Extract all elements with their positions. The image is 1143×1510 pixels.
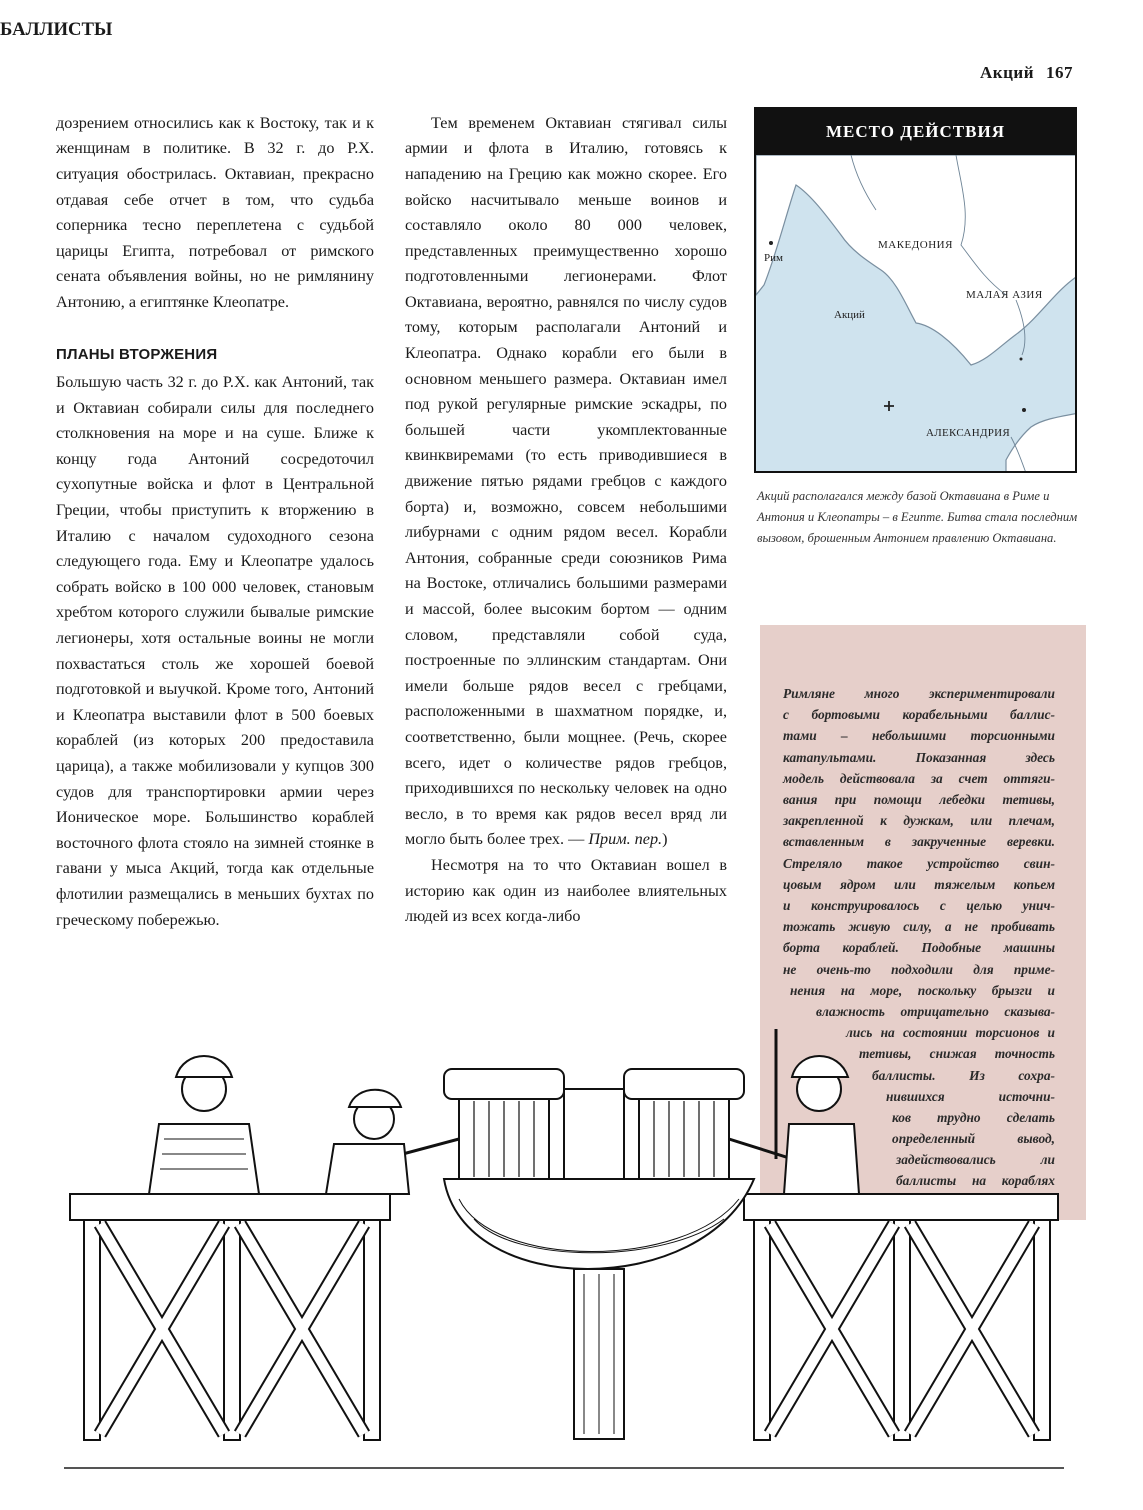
sidebar-line: катапультами. Показанная здесь (783, 749, 1055, 765)
post (84, 1220, 100, 1440)
paragraph: Большую часть 32 г. до Р.Х. как Антоний, так и Октавиан собирали силы для последнего столкновения на море и на суше. Ближе к концу года Антоний сосредоточил сухопутные войска и флот в Центральной Греции, чтобы приступить к вторжению в Италию с началом судоходного сезона следующего года. Ему и Клеопатре удалось собрать войско в 100 000 человек, становым хребтом которого служили бывалые римские легионеры, хотя остальные воины не могли похвастаться столь же хорошей боевой подготовкой и выучкой. Кроме того, Антоний и Клеопатра выставили флот в 500 боевых кораблей (из которых 200 предоставила царица), а также мобилизовали у купцов 300 судов для транспортировки армии через Ионическое море. Большинство кораблей восточного флота стояло на зимней стоянке в гавани у мыса Акций, тогда как отдельные флотилии размещались в меньших бухтах по греческому побережью. (56, 373, 374, 929)
paragraph: Несмотря на то что Октавиан вошел в историю как один из наиболее влиятельных людей из всех когда-либо (405, 855, 727, 926)
running-header (980, 63, 1073, 83)
rome-dot (769, 241, 773, 245)
section-title: Акций (980, 62, 1034, 82)
sidebar-line: баллисты на кораблях (896, 1172, 1055, 1188)
sidebar-line: модель действовала за счет оттяги- (783, 770, 1055, 786)
rail-right (744, 1194, 1058, 1220)
sidebar-line: влажность отрицательно сказыва- (816, 1003, 1055, 1019)
soldier-armor (784, 1124, 859, 1194)
post (364, 1220, 380, 1440)
post (754, 1220, 770, 1440)
paragraph-end: ) (662, 830, 668, 849)
map-label-macedonia: МАКЕДОНИЯ (878, 238, 953, 251)
sidebar-line: Стреляло такое устройство свин- (783, 855, 1055, 871)
alexandria-dot (1022, 408, 1026, 412)
bottom-rule (64, 1467, 1064, 1469)
ballista-stock (564, 1089, 624, 1179)
asia-minor-dot (1020, 357, 1023, 360)
frame-top-left (444, 1069, 564, 1099)
text-column-2 (405, 111, 727, 930)
page-number: 167 (1046, 62, 1073, 82)
map-label-asia-minor: МАЛАЯ АЗИЯ (966, 288, 1043, 301)
sidebar-line: нения на море, поскольку брызги и (790, 982, 1055, 998)
post (894, 1220, 910, 1440)
sidebar-line: задействовались ли (896, 1151, 1055, 1167)
sidebar-title: БАЛЛИСТЫ (0, 18, 113, 40)
helmet (176, 1056, 232, 1077)
sidebar-line: вания при помощи лебедки тетивы, (783, 791, 1055, 807)
sidebar-line: с бортовыми корабельными баллис- (783, 706, 1055, 722)
map-label-alexandria: АЛЕКСАНДРИЯ (926, 426, 1011, 439)
sidebar-line: определенный вывод, (892, 1130, 1055, 1146)
sidebar-line: борта кораблей. Подобные машины (783, 939, 1055, 955)
actium-cross (884, 401, 894, 411)
post (1034, 1220, 1050, 1440)
rail-left (70, 1194, 390, 1220)
paragraph (405, 111, 727, 853)
map-label-actium: Акций (834, 308, 865, 321)
text-column-1 (56, 111, 374, 933)
sidebar-line: тетивы, снижая точность (859, 1045, 1055, 1061)
sidebar-line: цовым ядром или тяжелым копьем (783, 876, 1055, 892)
map-caption: Акций располагался между базой Октавиана в Риме и Антония и Клеопатры – в Египте. Битва стала последним вызовом, брошенным Антонием правлению Октавиана. (757, 488, 1078, 545)
sidebar-line: Римляне много экспериментировали (783, 685, 1055, 701)
sidebar-line: нившихся источни- (886, 1088, 1055, 1104)
ballista-illustration (64, 1029, 1064, 1469)
sidebar-line: закрепленной к дужкам, или плечам, (783, 812, 1055, 828)
sidebar-line: вставленным в закрученные веревки. (783, 833, 1055, 849)
paragraph-text: Тем временем Октавиан стягивал силы армии и флота в Италию, готовясь к нападению на Грецию как можно скорее. Его войско насчитывало меньше воинов и составляло около 80 000 человек, представленных преимущественно хорошо подготовленными легионерами. Флот Октавиана, вероятно, равнялся по числу судов тому, которым располагали Антоний и Клеопатра. Однако корабли его были в основном меньшего размера. Октавиан имел под рукой регулярные римские эскадры, по большей части укомплектованные квинквиремами (то есть приводившиеся в движение пятью рядами гребцов с каждого борта) и, возможно, совсем небольшими либурнами с одним рядом весел. Корабли Антония, собранные среди союзников Рима на Востоке, отличались большими размерами и массой, более высоким бортом — одним словом, представляли собой суда, построенные по эллинским стандартам. Они имели больше рядов весел с гребцами, расположенными в шахматном порядке, и, соответственно, были мощнее. (Речь, скорее всего, идет о количестве рядов гребцов, приходившихся по нескольку человек на одно весло, в то время как рядов весел вряд ли могло быть более трех. — (405, 113, 727, 849)
paragraph: дозрением относились как к Востоку, так и к женщинам в политике. В 32 г. до Р.Х. ситуация обострилась. Октавиан, прекрасно отдавая себе отчет в том, что судьба соперника тесно переплетена с судьбой царицы Египта, потребовал от римского сената объявления войны, но не римлянину Антонию, а египтянке Клеопатре. (56, 113, 374, 311)
sidebar-line: ков трудно сделать (892, 1109, 1055, 1125)
sidebar-line: тожать живую силу, а не пробивать (783, 918, 1055, 934)
sidebar-line: и конструировалось с целью унич- (783, 897, 1055, 913)
post (224, 1220, 240, 1440)
helmet (792, 1056, 848, 1077)
soldier-armor (149, 1124, 259, 1194)
land-egypt (1006, 413, 1077, 473)
sidebar-line: не очень-то подходили для приме- (783, 961, 1055, 977)
helmet (349, 1089, 401, 1106)
map-label-rome: Рим (764, 251, 783, 264)
sidebar-line: баллисты. Из сохра- (872, 1067, 1055, 1083)
frame-top-right (624, 1069, 744, 1099)
section-heading: ПЛАНЫ ВТОРЖЕНИЯ (56, 346, 218, 364)
sidebar-line: тами – небольшими торсионными (783, 727, 1055, 743)
land-north (756, 155, 1077, 365)
map-graphic (756, 155, 1077, 473)
sidebar-line: лись на состоянии торсионов и (846, 1024, 1055, 1040)
translator-note: Прим. пер. (588, 830, 663, 849)
map-title: МЕСТО ДЕЙСТВИЯ (756, 109, 1075, 155)
location-map (754, 107, 1077, 473)
ballista-bowl (444, 1179, 754, 1269)
soldier-armor (326, 1144, 409, 1194)
